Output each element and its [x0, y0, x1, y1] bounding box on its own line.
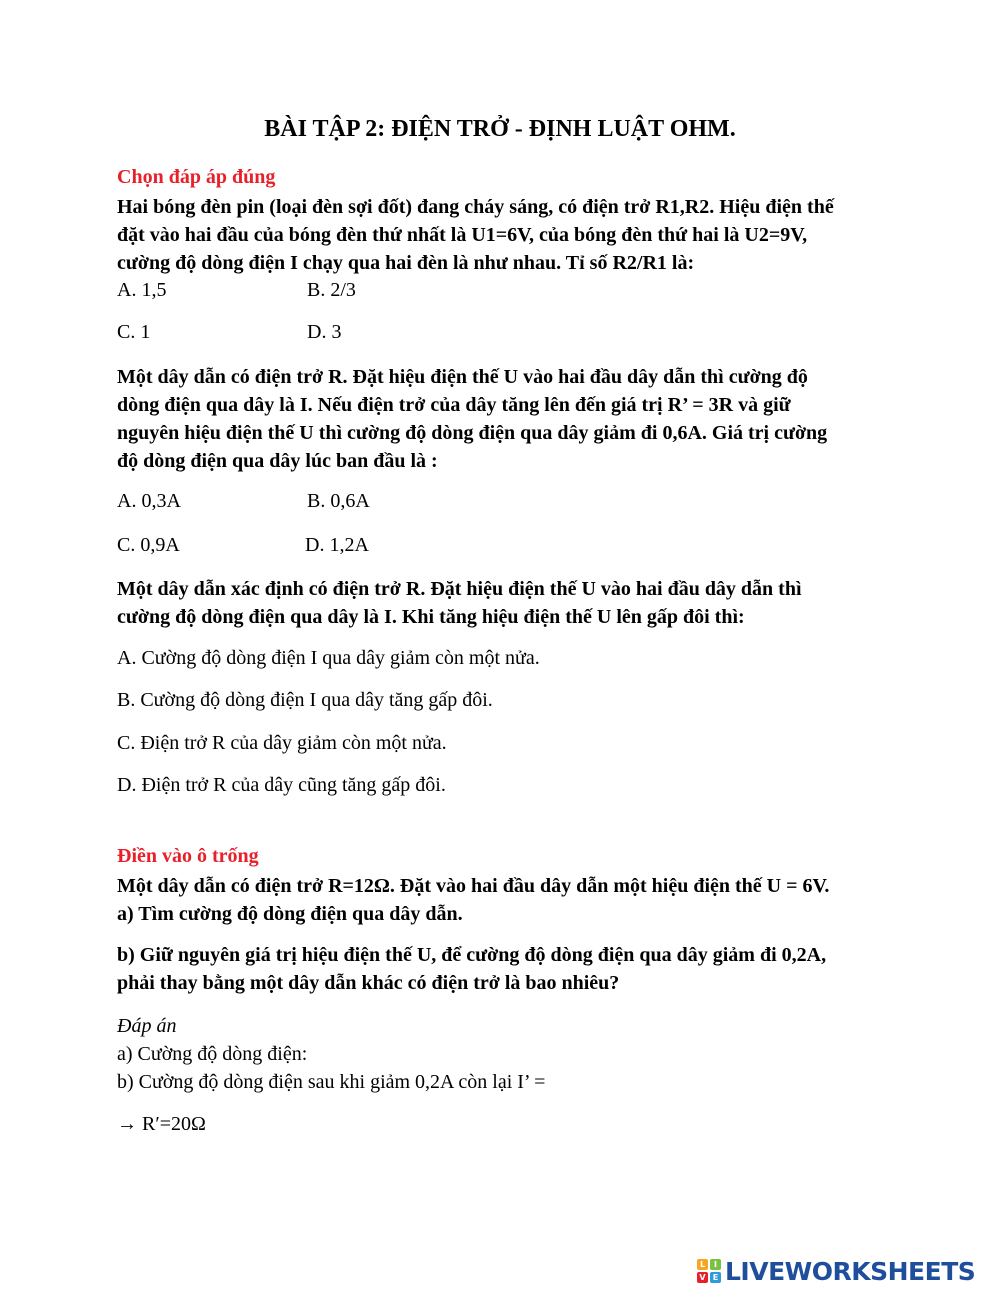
problem-part-b-line-1: b) Giữ nguyên giá trị hiệu điện thế U, để cường độ dòng điện qua dây giảm đi 0,2A,	[117, 944, 827, 966]
question-2-option-b[interactable]: B. 0,6A	[307, 490, 370, 512]
question-1-option-c[interactable]: C. 1	[117, 321, 151, 343]
question-2-option-a[interactable]: A. 0,3A	[117, 490, 181, 512]
question-2-line-2: dòng điện qua dây là I. Nếu điện trở của dây tăng lên đến giá trị R’ = 3R và giữ	[117, 394, 791, 416]
question-2-line-4: độ dòng điện qua dây lúc ban đầu là :	[117, 450, 438, 472]
question-1-option-a[interactable]: A. 1,5	[117, 279, 167, 301]
section-heading-fill-in: Điền vào ô trống	[117, 845, 259, 867]
question-2-line-3: nguyên hiệu điện thế U thì cường độ dòng điện qua dây giảm đi 0,6A. Giá trị cường	[117, 422, 828, 444]
problem-part-a: a) Tìm cường độ dòng điện qua dây dẫn.	[117, 903, 463, 925]
answer-r: → R′=20Ω	[117, 1113, 206, 1135]
question-3-line-2: cường độ dòng điện qua dây là I. Khi tăng hiệu điện thế U lên gấp đôi thì:	[117, 606, 745, 628]
question-1-option-b[interactable]: B. 2/3	[307, 279, 356, 301]
answer-a: a) Cường độ dòng điện:	[117, 1043, 308, 1065]
question-1-line-1: Hai bóng đèn pin (loại đèn sợi đốt) đang cháy sáng, có điện trở R1,R2. Hiệu điện thế	[117, 196, 834, 218]
question-2-option-c[interactable]: C. 0,9A	[117, 534, 180, 556]
question-3-option-a[interactable]: A. Cường độ dòng điện I qua dây giảm còn một nửa.	[117, 647, 540, 669]
question-3-option-c[interactable]: C. Điện trở R của dây giảm còn một nửa.	[117, 732, 447, 754]
answer-b: b) Cường độ dòng điện sau khi giảm 0,2A còn lại I’ =	[117, 1071, 546, 1093]
question-1-line-3: cường độ dòng điện I chạy qua hai đèn là như nhau. Tỉ số R2/R1 là:	[117, 252, 695, 274]
logo-letter-v: V	[697, 1272, 708, 1283]
question-3-option-d[interactable]: D. Điện trở R của dây cũng tăng gấp đôi.	[117, 774, 446, 796]
page-title: BÀI TẬP 2: ĐIỆN TRỞ - ĐỊNH LUẬT OHM.	[264, 116, 736, 142]
problem-statement: Một dây dẫn có điện trở R=12Ω. Đặt vào hai đầu dây dẫn một hiệu điện thế U = 6V.	[117, 875, 830, 897]
liveworksheets-logo	[697, 1254, 975, 1288]
logo-letter-l: L	[697, 1259, 708, 1270]
answer-label: Đáp án	[117, 1015, 177, 1037]
logo-letter-e: E	[710, 1272, 721, 1283]
question-3-line-1: Một dây dẫn xác định có điện trở R. Đặt hiệu điện thế U vào hai đầu dây dẫn thì	[117, 578, 802, 600]
logo-icon	[697, 1259, 721, 1283]
question-2-option-d[interactable]: D. 1,2A	[305, 534, 369, 556]
question-1-option-d[interactable]: D. 3	[307, 321, 342, 343]
logo-text: LIVEWORKSHEETS	[725, 1256, 976, 1286]
question-1-line-2: đặt vào hai đầu của bóng đèn thứ nhất là U1=6V, của bóng đèn thứ hai là U2=9V,	[117, 224, 808, 246]
section-heading-multiple-choice: Chọn đáp áp đúng	[117, 166, 276, 188]
problem-part-b-line-2: phải thay bằng một dây dẫn khác có điện trở là bao nhiêu?	[117, 972, 620, 994]
question-3-option-b[interactable]: B. Cường độ dòng điện I qua dây tăng gấp đôi.	[117, 689, 493, 711]
question-2-line-1: Một dây dẫn có điện trở R. Đặt hiệu điện thế U vào hai đầu dây dẫn thì cường độ	[117, 366, 808, 388]
logo-letter-i: I	[710, 1259, 721, 1270]
